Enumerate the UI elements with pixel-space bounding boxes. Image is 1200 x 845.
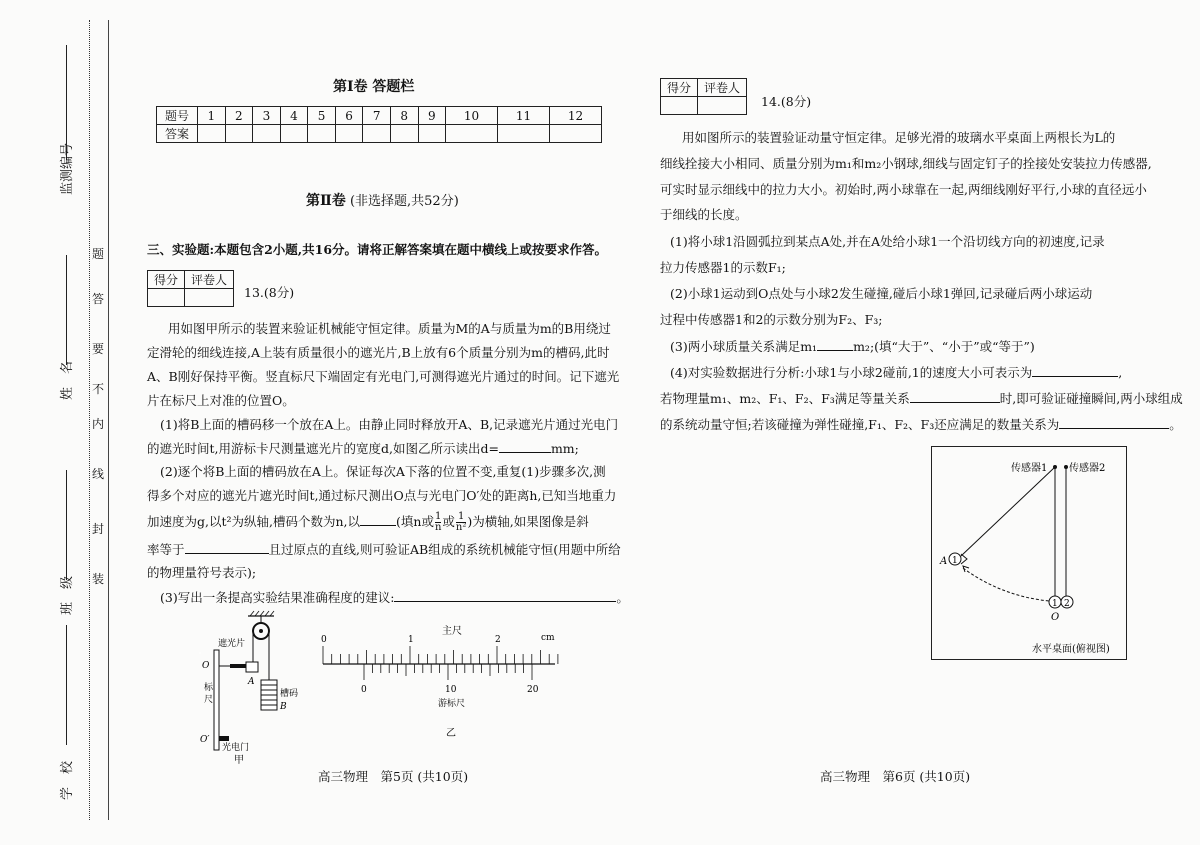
- grader-cell[interactable]: [185, 289, 234, 307]
- question-number: 4: [280, 107, 308, 125]
- question-number: 6: [335, 107, 363, 125]
- school-label: 学 校: [60, 760, 75, 800]
- momentum-blank[interactable]: [910, 390, 1000, 403]
- answer-cell[interactable]: [363, 125, 391, 143]
- q14-para: 于细线的长度。: [660, 207, 748, 222]
- sensor2-label: 传感器2: [1069, 463, 1106, 474]
- question-number: 12: [549, 107, 601, 125]
- question-number: 5: [308, 107, 336, 125]
- q13-step3: [160, 589, 629, 606]
- q13-para: 用如图甲所示的装置来验证机械能守恒定律。质量为M的A与质量为m的B用绕过: [168, 321, 611, 336]
- score-cell[interactable]: [148, 289, 185, 307]
- o-prime-label: O′: [200, 735, 210, 745]
- jia-caption: 甲: [234, 755, 244, 766]
- score-label: 得分: [148, 271, 185, 289]
- q13-step3-end: 。: [616, 590, 629, 605]
- ball-2-label: 2: [1064, 599, 1070, 609]
- row-head: 答案: [157, 125, 198, 143]
- part2-subtitle: (非选择题,共52分): [349, 194, 459, 209]
- elastic-blank[interactable]: [1059, 416, 1169, 429]
- answer-cell[interactable]: [198, 125, 226, 143]
- q13-step1b: [147, 440, 579, 457]
- q14-step4b: [660, 390, 1183, 407]
- seal-dotted-line: [89, 20, 90, 820]
- seal-char: 线: [92, 467, 105, 481]
- answer-cell[interactable]: [498, 125, 550, 143]
- vernier-num-0: 0: [361, 685, 367, 695]
- figure-jia: [190, 610, 300, 770]
- exam-no-label: 监测编号: [60, 142, 75, 195]
- q13-step2c-text: (填n或: [396, 514, 434, 529]
- question-number-row: [157, 107, 602, 125]
- q14-step4c-text: 。: [1169, 417, 1182, 432]
- main-scale-ticks: [323, 646, 558, 664]
- q14-step4a-text: ,: [1118, 365, 1123, 380]
- part2-title-main: 第Ⅱ卷: [306, 193, 346, 209]
- frac-num: 1: [434, 511, 442, 522]
- q13-step3-text: (3)写出一条提高实验结果准确程度的建议:: [160, 590, 395, 605]
- q14-para: 细线拴接大小相同、质量分别为m₁和m₂小钢球,细线与固定钉子的拴接处安装拉力传感器,: [660, 156, 1152, 171]
- q14-step3: [670, 338, 1035, 355]
- q14-para: 用如图所示的装置验证动量守恒定律。足够光滑的玻璃水平桌面上两根长为L的: [682, 130, 1116, 145]
- class-label: 班 级: [60, 575, 75, 615]
- yi-caption: 乙: [446, 728, 456, 739]
- ruler-label-1: 标: [204, 683, 214, 693]
- q13-step2e: 的物理量符号表示);: [147, 565, 257, 580]
- name-label: 姓 名: [60, 360, 75, 400]
- question-number: 10: [446, 107, 498, 125]
- question-number: 1: [198, 107, 226, 125]
- ball-1-label: 1: [1052, 599, 1058, 609]
- name-line: [66, 255, 67, 365]
- a-label: A: [940, 556, 948, 567]
- q13-step1b-text: 的遮光时间t,用游标卡尺测量遮光片的宽度d,如图乙所示读出d=: [147, 441, 499, 456]
- q14-step4b-text: 时,即可验证碰撞瞬间,两小球组成: [999, 391, 1183, 406]
- binding-margin: [0, 0, 115, 845]
- vernier-scale-ticks: [364, 664, 532, 680]
- q13-para: 定滑轮的细线连接,A上装有质量很小的遮光片,B上放有6个质量分别为m的槽码,此时: [147, 345, 610, 360]
- slope-blank[interactable]: [185, 541, 269, 554]
- school-line: [66, 625, 67, 745]
- q13-step2c-text: )为横轴,如果图像是斜: [467, 514, 589, 529]
- q14-step4a-text: (4)对实验数据进行分析:小球1与小球2碰前,1的速度大小可表示为: [670, 365, 1033, 380]
- b-label: B: [280, 702, 287, 712]
- q14-step4c: [660, 416, 1182, 433]
- answer-cell[interactable]: [549, 125, 601, 143]
- q13-step2d: [147, 541, 621, 558]
- q13-step2b: 得多个对应的遮光片遮光时间t,通过标尺测出O点与光电门O′处的距离h,已知当地重力: [147, 488, 617, 503]
- axis-blank[interactable]: [360, 513, 396, 526]
- fig14-caption: 水平桌面(俯视图): [1032, 644, 1110, 655]
- q13-step1: (1)将B上面的槽码移一个放在A上。由静止同时释放开A、B,记录遮光片通过光电门: [160, 417, 619, 432]
- seal-char: 答: [92, 292, 105, 306]
- grader-cell[interactable]: [698, 97, 747, 115]
- q13-step1b-end: mm;: [550, 441, 579, 456]
- q13-step2d-text: 且过原点的直线,则可验证AB组成的系统机械能守恒(用题中所给: [268, 542, 621, 557]
- part2-title: [306, 190, 459, 210]
- unit-label: cm: [541, 633, 555, 643]
- weights-stack: [261, 680, 277, 710]
- q14-step2b: 过程中传感器1和2的示数分别为F₂、F₃;: [660, 312, 883, 327]
- figure-14: [931, 446, 1126, 659]
- mass-relation-blank[interactable]: [817, 338, 853, 351]
- seal-char: 封: [92, 522, 105, 536]
- question-number: 3: [253, 107, 281, 125]
- frac-den: n²: [455, 522, 467, 533]
- score-box-14: [660, 78, 747, 115]
- fraction-1-over-n2: [456, 512, 466, 533]
- sensor1-label: 传感器1: [1011, 463, 1048, 474]
- velocity-blank[interactable]: [1032, 364, 1118, 377]
- grader-label: 评卷人: [185, 271, 234, 289]
- suggestion-blank[interactable]: [394, 589, 616, 602]
- q13-step2c: [147, 510, 589, 534]
- answer-table: [156, 106, 602, 143]
- seal-char: 题: [92, 247, 105, 261]
- vernier-num-10: 10: [445, 685, 457, 695]
- q14-step1: (1)将小球1沿圆弧拉到某点A处,并在A处给小球1一个沿切线方向的初速度,记录: [670, 234, 1105, 249]
- a-label: A: [248, 677, 255, 687]
- q13-step2: (2)逐个将B上面的槽码放在A上。保证每次A下落的位置不变,重复(1)步骤多次,测: [160, 464, 606, 479]
- answer-cell[interactable]: [418, 125, 446, 143]
- main-num-1: 1: [408, 635, 414, 645]
- answer-cell[interactable]: [253, 125, 281, 143]
- q13-label: 13.(8分): [244, 285, 295, 300]
- question-number: 7: [363, 107, 391, 125]
- seal-char: 内: [92, 417, 105, 431]
- answer-cell[interactable]: [390, 125, 418, 143]
- main-num-2: 2: [495, 635, 501, 645]
- score-label: 得分: [661, 79, 698, 97]
- weights-label: 槽码: [280, 689, 299, 699]
- q14-para: 可实时显示细线中的拉力大小。初始时,两小球靠在一起,两细线刚好平行,小球的直径远小: [660, 182, 1147, 197]
- gate-label: 光电门: [222, 743, 250, 753]
- q14-label: 14.(8分): [761, 94, 812, 109]
- score-box-13: [147, 270, 234, 307]
- q13-step2c-text: 或: [442, 514, 455, 529]
- vernier-num-20: 20: [527, 685, 539, 695]
- q13-para: A、B刚好保持平衡。竖直标尺下端固定有光电门,可测得遮光片通过的时间。记下遮光: [147, 369, 620, 384]
- footer-left: 高三物理 第5页 (共10页): [318, 769, 469, 784]
- q13-step2d-text: 率等于: [147, 542, 185, 557]
- q14-step3-text: (3)两小球质量关系满足m₁: [670, 339, 818, 354]
- answer-cell[interactable]: [225, 125, 253, 143]
- question-number: 2: [225, 107, 253, 125]
- row-head: 题号: [157, 107, 198, 125]
- answer-row: [157, 125, 602, 143]
- question-number: 11: [498, 107, 550, 125]
- main-num-0: 0: [321, 635, 327, 645]
- score-cell[interactable]: [661, 97, 698, 115]
- footer-right: 高三物理 第6页 (共10页): [820, 769, 971, 784]
- frac-num: 1: [456, 512, 466, 523]
- seal-char: 装: [92, 572, 105, 586]
- part1-title: 第Ⅰ卷 答题栏: [333, 79, 415, 95]
- question-number: 8: [390, 107, 418, 125]
- q14-step4b-text: 若物理量m₁、m₂、F₁、F₂、F₃满足等量关系: [660, 391, 910, 406]
- answer-cell[interactable]: [308, 125, 336, 143]
- q14-step1b: 拉力传感器1的示数F₁;: [660, 260, 786, 275]
- q13-step2c-text: 加速度为g,以t²为纵轴,槽码个数为n,以: [147, 514, 361, 529]
- question-number: 9: [418, 107, 446, 125]
- d-blank[interactable]: [499, 440, 551, 453]
- seal-dotted-line-2: [108, 20, 109, 820]
- seal-char: 要: [92, 342, 105, 356]
- shade-label: 遮光片: [218, 639, 246, 649]
- answer-cell[interactable]: [446, 125, 498, 143]
- section3-heading: 三、实验题:本题包含2小题,共16分。请将正解答案填在题中横线上或按要求作答。: [147, 242, 608, 257]
- fraction-1-over-n: [435, 512, 441, 533]
- q14-step3-text: m₂;(填“大于”、“小于”或“等于”): [853, 339, 1035, 354]
- q14-step4c-text: 的系统动量守恒;若该碰撞为弹性碰撞,F₁、F₂、F₃还应满足的数量关系为: [660, 417, 1060, 432]
- figure-yi: [315, 622, 565, 740]
- seal-char: 不: [92, 382, 105, 396]
- frac-den: n: [434, 522, 442, 533]
- o-label: O: [1051, 612, 1060, 623]
- class-line: [66, 470, 67, 580]
- ball-1-label-a: 1: [952, 556, 958, 566]
- answer-cell[interactable]: [335, 125, 363, 143]
- vernier-label: 游标尺: [438, 699, 466, 709]
- main-scale-label: 主尺: [442, 626, 462, 637]
- answer-cell[interactable]: [280, 125, 308, 143]
- q14-step4a: [670, 364, 1122, 381]
- q14-step2: (2)小球1运动到O点处与小球2发生碰撞,碰后小球1弹回,记录碰后两小球运动: [670, 286, 1093, 301]
- q13-para: 片在标尺上对准的位置O。: [147, 393, 295, 408]
- grader-label: 评卷人: [698, 79, 747, 97]
- o-label: O: [202, 661, 210, 671]
- ruler-label-2: 尺: [204, 695, 214, 705]
